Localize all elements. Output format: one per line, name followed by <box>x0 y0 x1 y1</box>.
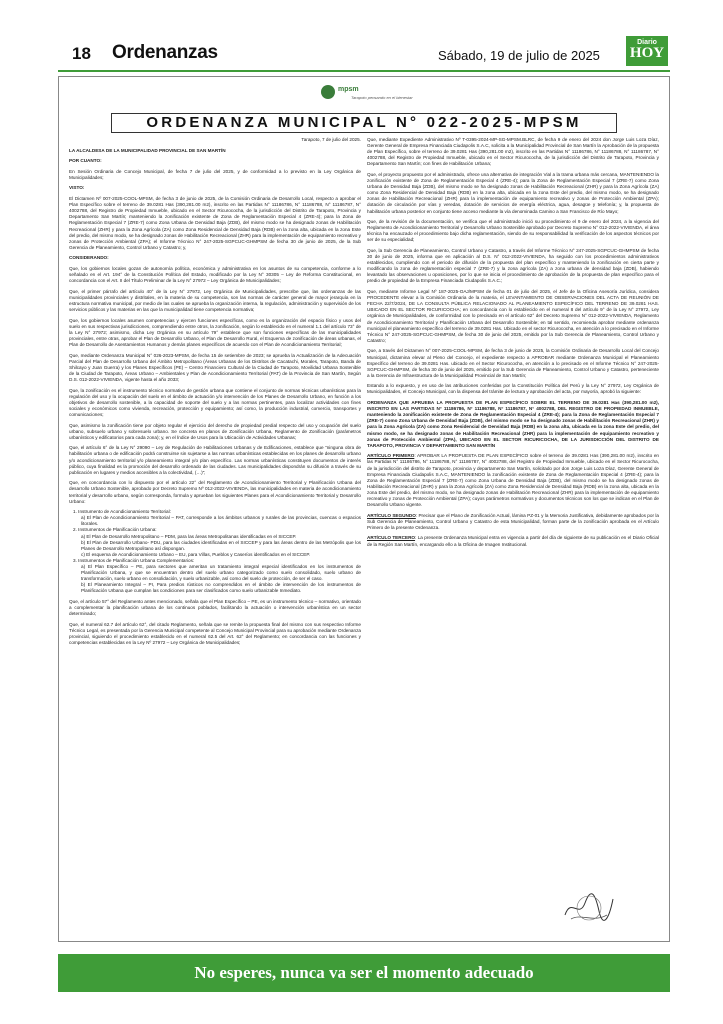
left-column <box>69 137 361 651</box>
right-column <box>367 137 659 552</box>
municipal-slogan: Tarapoto pensando en el bienestar <box>351 95 413 100</box>
list-item: a) El Plan Específico – PE, para sectores que ameritan un tratamiento integral especial identificados en los instrumentos de Planificación Urbana, y que se encuentran dentro del suelo urbano categorizado como suelo consolidado, suelo urbano de transformación, suelo urbano en consolidación, y suelo urbanizable, así como del suelo de protección, de ser el caso. <box>81 564 361 582</box>
planning-instruments-list <box>69 509 361 594</box>
enacting-paragraph: Estando a lo expuesto, y en uso de las atribuciones conferidas por la Constitución Política del Perú y la Ley N° 27972, Ley Orgánica de Municipalidades, el Concejo Municipal, con la dispensa del trámite de lectura y aprobación del acta, por mayoría, aprobó la siguiente: <box>367 383 659 395</box>
logo-main-text: HOY <box>629 45 665 61</box>
considerando-paragraph: Que, los gobiernos locales gozan de autonomía política, económica y administrativa en los asuntos de su competencia, conforme a lo señalado en el Art. 194° de la Constitución Política del Estado, modificado por la Ley N° 30305 – Ley de Reforma Constitucional, en concordancia con el Art. II del Título Preliminar de la Ley N° 27972 – Ley Orgánica de Municipalidades; <box>69 266 361 284</box>
header-divider <box>58 70 670 72</box>
municipal-seal-icon <box>321 85 335 99</box>
municipal-logo-text: mpsm <box>338 86 359 93</box>
list-item: 1. Instrumento de Acondicionamiento Territorial: <box>73 509 171 515</box>
list-item: a) El Plan de Desarrollo Metropolitano – PDM, para las áreas Metropolitanas identificadas en el SICCEP. <box>81 533 297 539</box>
por-cuanto-heading: POR CUANTO: <box>69 158 102 164</box>
considerando-heading: CONSIDERANDO: <box>69 255 109 261</box>
article-first <box>367 453 659 508</box>
article-third <box>367 535 659 547</box>
article-text: : Precisar que el Plano de Zonificación Actual, lámina PZ-01 y la Memoria Justificativa, debidamente aprobados por la Sub Gerencia de Planeamiento, Control Urbano y Catastro de esta Municipalidad, forman parte de la zonificación aprobada en el Artículo Primero de la presente Ordenanza. <box>367 512 659 530</box>
article-text: : La presente Ordenanza Municipal entra en vigencia a partir del día de siguiente de su publicación en el Diario Oficial de la Región San Martín, encargando ello a la Oficina de Imagen Institucional. <box>367 535 660 547</box>
place-date: Tarapoto, 7 de julio del 2025. <box>301 137 361 142</box>
signature-stamp-icon <box>561 889 617 927</box>
page-number: 18 <box>72 44 91 63</box>
considerando-paragraph: Que, mediante Informe Legal Nº 187-2025-OAJ/MPSM de fecha 01 de julio del 2025, el Jefe de la Oficina Asesoría Jurídica, considera PROCEDENTE elevar a la Comisión Ordinaria de la materia, el LEVANTAMIENTO DE OBSERVACIONES DEL ACTA DE REUNIÓN DE FECHA 22/7/2024, DE LA CONSULTA PÚBLICA RELACIONADO AL PLANEAMIENTO ESPECÍFICO DEL TERRENO DE 39.0281 HAS. UBICADO EN EL SECTOR RICURICOCHA; en concordancia con lo establecido en el numeral 8 del artículo 9° de la Ley N° 27972, Ley orgánica de Municipalidades, de conformidad con lo precisado en el artículo 62° del Decreto Supremo N° 012-2022-VIVIENDA, Reglamento de Acondicionamiento Territorial y Planificación Urbana del Desarrollo Sostenible; en tal sentido, recomienda aprobar mediante ordenanza municipal el planeamiento específico del terreno de 39.0281 Has. Ubicado en el sector Ricurococha, en atención a lo precisado en el Informe Técnico N° 247-2025-SGPCUC-GHMPSM, de fecha 30 de junio del 2025, emitido por la Sub Gerencia de Planeamiento, Control Urbano y Catastro; <box>367 289 659 343</box>
considerando-paragraph: Que, el artículo 6° de la Ley N° 29090 – Ley de Regulación de Habilitaciones Urbanas y de Edificaciones, establece que “ninguna obra de habilitación urbana o de edificación podrá construirse sin sujetarse a las normas urbanísticas establecidas en los planes de desarrollo urbano y/o acondicionamiento territorial y/o planeamiento integral y/o plan específico. Las normas urbanísticas constituyen documentos de interés público, cuya finalidad es la promoción del desarrollo ordenado de las ciudades. Las municipalidades dispondrán su difusión a través de su publicación en lugares y medios accesibles a la colectividad, (…)”; <box>69 445 361 475</box>
slogan-banner: No esperes, nunca va ser el momento adecuado <box>58 954 670 992</box>
considerando-paragraph: Que, mediante Ordenanza Municipal N° 026-2023-MPSM, de fecha 15 de setiembre de 2023; se aprueba la Actualización de la Adecuación Parcial del Plan de Desarrollo Urbano del Ámbito Metropolitano (Áreas Urbanas de los Distritos de Cacatachi, Morales, Tarapoto, Banda de Shilcayo y Juan Guerra) y los Planes Específicos (PE) – Centro Financiero Cultural de la Ciudad de Tarapoto, Movilidad Urbana Sostenible de la Ciudad de Tarapoto, Áreas Urbano – Ambientales y Plan de Acondicionamiento Territorial (PAT) de la Provincia de San Martín, Según D.S. 012-2022-VIVIENDA, vigente hasta el año 2033; <box>69 352 361 382</box>
issue-date: Sábado, 19 de julio de 2025 <box>438 48 600 63</box>
considerando-paragraph: Que, los gobiernos locales asumen competencias y ejercen funciones específicas, como es la organización del espacio físico y usos del suelo en sus respectivas jurisdicciones, comprendiendo entre otros, la zonificación, según lo establecido en el numeral 1.1 del artículo 73° de la Ley N° 27972; asimismo, dicha Ley Orgánica en su artículo 79° establece que son funciones específicas de las municipalidades provinciales, entre otras, aprobar el Plan de Desarrollo Urbano, el Plan de Desarrollo Rural, el Esquema de zonificación de áreas urbanas, el Plan de Desarrollo de Asentamientos Humanos y demás planes específicos de acuerdo con el Plan de Acondicionamiento Territorial; <box>69 317 361 348</box>
article-second <box>367 513 659 531</box>
list-item: 3. Instrumentos de Planificación Urbana Complementarios: <box>73 557 195 563</box>
list-item: b) El Planeamiento Integral – PI, Para predios rústicos no comprendidos en el ámbito de intervención de los instrumentos de Planificación Urbana que cumplan las condiciones para ser clasificados como suelo urbanizable Inmediato. <box>81 582 361 594</box>
ordinance-heading: ORDENANZA QUE APRUEBA LA PROPUESTA DE PLAN ESPECÍFICO SOBRE EL TERRENO DE 39.0281 Has (390,281.00 m2), INSCRITO EN LAS PARTIDAS N° 11186786, N° 11186788, N° 11186787, N° 4002788, DEL REGISTRO DE PROPIEDAD INMUEBLE, manteniendo la zonificación existente de Zona de Reglamentación Especial 4 (ZRE-4); para la Zona de Reglamentación Especial 7 (ZRE-7) como Zona Urbana de Densidad Baja (ZDB), del mismo modo se ha designado zonas de Habilitación Recreacional (ZHR) y para la Zona Agrícola (ZA) como Zona Residencial de Densidad Baja (RDB) en la zona alta, ubicada en la zona Este del predio, del mismo modo, se ha designado zonas de Habilitación Recreacional (ZHR) para la implementación de equipamiento recreativo y zonas de Protección Ambiental (ZPA), UBICADO EN EL SECTOR RICURICOCHA, DE LA JURISDICCIÓN DEL DISTRITO DE TARAPOTO, PROVINCIA Y DEPARTAMENTO SAN MARTÍN <box>367 400 659 448</box>
logo-top-text: Diario <box>637 39 657 46</box>
list-item: a) El Plan de Acondicionamiento Territorial – PAT, corresponde a los ámbitos urbanos y rurales de las provincias, cuencas o espacios litorales. <box>81 515 361 527</box>
authority-heading: LA ALCALDESA DE LA MUNICIPALIDAD PROVINCIAL DE SAN MARTÍN <box>69 147 226 153</box>
session-paragraph: En Sesión Ordinaria de Concejo Municipal, de fecha 7 de julio del 2025, y de conformidad a lo previsto en la Ley Orgánica de Municipalidades; <box>69 168 361 180</box>
article-label: ARTÍCULO PRIMERO <box>367 453 415 459</box>
considerando-paragraph: Que, la zonificación es el instrumento técnico normativo de gestión urbana que contiene el conjunto de normas técnicas urbanísticas para la regulación del uso y la ocupación del suelo en el ámbito de actuación y/o intervención de los Planes de Desarrollo Urbano, en función a los objetivos de desarrollo sostenible, a la capacidad de soporte del suelo y a las normas pertinentes, para localizar actividades con fines sociales y económicos como vivienda, recreación, protección y equipamiento; así como, la producción industrial, comercio, transportes y comunicaciones; <box>69 387 361 417</box>
considerando-paragraph: Que, mediante Expediente Administrativo Nº T-0395-2024-MP-SG-MPSM.BLRC, de fecha 9 de enero del 2024 don Jorge Luis Loza Díaz, Gerente General de Empresa Financiada Ciudapolis S.A.C, solicita a la Municipalidad Provincial de San Martín la Aprobación de la propuesta de Plan Específico, sobre el terreno de 39.0281 Has (390,281.00 m2), inscrito en las Partidas N° 11186786, N° 11186788, N° 11186787, N° 4002788, del Registro de Propiedad Inmueble, ubicado en el Sector Ricurococha, de la jurisdicción del Distrito de Tarapoto, Provincia y Departamento San Martín; con fines de Habilitación Urbana; <box>367 137 659 167</box>
newspaper-logo[interactable] <box>626 36 668 66</box>
section-title: Ordenanzas <box>112 42 218 63</box>
considerando-paragraph: Que, el artículo 57° del Reglamento antes mencionado, señala que el Plan Específico – PE, es un instrumento técnico – normativo, orientado a complementar la planificación urbana de los continuos poblados, facilitando la actuación o intervención urbanística en un sector determinado; <box>69 599 361 617</box>
list-item: 2. Instrumentos de Planificación Urbana: <box>73 527 157 533</box>
visto-paragraph: El Dictamen Nº 007-2025-COOL-MPSM, de fecha 3 de junio de 2025, de la Comisión Ordinaria de Desarrollo Local, respecto a aprobar el Plan Específico sobre el terreno de 39.0281 Has (390,281.00 m2), inscrito en las Partidas N° 11186786, N° 11186788, N° 11186787, N° 4002788, del Registro de Propiedad Inmueble, ubicado en el Sector Ricurococha, de la jurisdicción del Distrito de Tarapoto, Provincia y Departamento San Martín; manteniendo la zonificación existente de Zona de Reglamentación Especial 4 (ZRE-4); para la Zona de Reglamentación Especial 7 (ZRE-7) como Zona Urbana de Densidad Baja (ZDB), del mismo modo se ha designado zonas de Habilitación Recreacional (ZHR) y para la Zona Agrícola (ZA) como Zona Residencial de Densidad Baja (RDB) en la zona alta, ubicada en la zona Este del predio, del mismo modo, se ha designado zonas de Habilitación Recreacional (ZHR) para la implementación de equipamiento recreativo y zonas de Protección Ambiental (ZPA); el Informe Técnico N° 247-2025-SGPCUC-GHMPSM de fecha 30 de junio de 2025, de la Sub Gerencia de Planeamiento, Control Urbano y Catastro; y, <box>69 196 361 250</box>
considerando-paragraph: Que, de la revisión de la documentación, se verifica que el administrado inició su procedimiento el 9 de enero del 2024, a la vigencia del Reglamento de Acondicionamiento Territorial y Desarrollo Urbano Sostenible aprobado por Decreto Supremo N° 012-2022-VIVIENDA, el área técnica ha encauzado el procedimiento bajo dicha reglamentación, siendo de su responsabilidad la verificación de los aspectos técnicos por ser de su especialidad; <box>367 219 659 243</box>
article-label: ARTÍCULO SEGUNDO <box>367 512 416 518</box>
article-text: : APROBAR LA PROPUESTA DE PLAN ESPECÍFICO sobre el terreno de 39.0281 Has (390,281.00 m2), inscrito en las Partidas N° 11186786, N° 11186788, N° 11186787, N° 4002788, del Registro de Propiedad Inmueble, ubicado en el Sector Ricurococha, de la jurisdicción del distrito de Tarapoto, provincia y departamento San Martín, solicitado por don Jorge Luis Loza Díaz, Gerente General de Empresa Financiada Ciudapolis S.A.C, MANTENIENDO la zonificación existente de Zona de Reglamentación Especial 4 (ZRE-4); para la Zona de Reglamentación Especial 7 (ZRE-7) como Zona Urbana de Densidad Baja (ZDB), del mismo modo se ha designado zonas de Habilitación Recreacional (ZHR) y para la Zona Agrícola (ZA) como Zona Residencial de Densidad Baja (RDB) en la zona alta, ubicada en la zona Este del predio, del mismo modo, se ha designado zonas de Habilitación Recreacional (ZHR) para la implementación de equipamiento recreativo y zonas de Protección Ambiental (ZPA); cuyos parámetros normativos y documentos técnicos son los que se indican en el Plan de Desarrollo Urbano vigente. <box>367 453 660 508</box>
considerando-paragraph: Que, el proyecto propuesto por el administrado, ofrece una alternativa de integración Vial a la trama urbana más cercana, MANTENIENDO la zonificación existente de Zona de Reglamentación Especial 4 (ZRE-4); para la Zona de Reglamentación Especial 7 (ZRE-7) como Zona Urbana de Densidad Baja (ZDB), del mismo modo se ha designado zonas de Habilitación Recreacional (ZHR) y para la Zona Agrícola (ZA) como Zona Residencial de Densidad Baja (RDB) en la zona alta, ubicada en la zona Este del predio, del mismo modo, se ha designado zonas de Habilitación Recreacional (ZHR) para la implementación de equipamiento recreativo y zonas de Protección Ambiental (ZPA); dotación de circulación por vías y veredas, dotación de servicios de energía eléctrica, agua, desagüe y telefonía; y, la propuesta de habilitación urbana posterior en conjunto tiene acceso mediante la vía denominada Camino a San Francisco de Río Mayo; <box>367 171 659 214</box>
page-header <box>0 0 723 78</box>
list-item: c) El esquema de Acondicionamiento Urbano – EU, para Villas, Pueblos y Caseríos identificados en el SICCEP. <box>81 551 311 557</box>
considerando-paragraph: Que, asimismo la zonificación tiene por objeto regular el ejercicio del derecho de propiedad predial respecto del uso y ocupación del suelo urbano, subsuelo urbano y sobresuelo urbano. Se concreta en planos de Zonificación Urbana, Reglamento de Zonificación (parámetros urbanísticos y edificatorios para cada zona); y, en el Índice de Usos para la Ubicación de Actividades Urbanas; <box>69 422 361 440</box>
considerando-paragraph: Que, el primer párrafo del artículo 40° de la Ley N° 27972, Ley Orgánica de Municipalidades, prescribe que, las ordenanzas de las municipalidades provinciales y distritales, en la materia de su competencia, son las normas de carácter general de mayor jerarquía en la estructura normativa municipal, por medio de las cuales se aprueba la organización interna, la regulación, administración y supervisión de los servicios públicos y las materias en las que la municipalidad tiene competencia normativa; <box>69 288 361 313</box>
considerando-paragraph: Que, el numeral 62.7 del artículo 62°, del citado Reglamento, señala que se remite la propuesta final del mismo con sus respectivo Informe Técnico Legal, es presentada por la Gerencia Municipal competente al Concejo Municipal Provincial para su aprobación mediante Ordenanza provincial, siguiendo el procedimiento establecido en el numeral 62.5 del Art. 62° del Reglamento; en concordancia con las funciones y competencias establecidas en la Ley Nº 27972 – Ley Orgánica de Municipalidades; <box>69 621 361 646</box>
list-item: b) El Plan de Desarrollo Urbano- PDU, para las ciudades identificadas en el SICCEP y para las áreas dentro de las Metrópolis que los Planes de Desarrollo Metropolitano así dispongan. <box>81 539 361 551</box>
ordinance-notice <box>58 76 670 942</box>
article-label: ARTÍCULO TERCERO <box>367 535 416 541</box>
ordinance-title: ORDENANZA MUNICIPAL N° 022-2025-MPSM <box>111 113 617 133</box>
considerando-paragraph: Que, en concordancia con lo dispuesto por el artículo 22° del Reglamento de Acondicionamiento Territorial y Planificación Urbana del desarrollo Urbano Sostenible, aprobado por Decreto Supremo Nº 012-2022-VIVIENDA, las municipalidades en materia de acondicionamiento territorial y desarrollo urbano, según corresponda, formula y aprueban los siguientes Planes para el Acondicionamiento Territorial y Desarrollo Urbano: <box>69 480 361 504</box>
considerando-paragraph: Que, a través del Dictamen N° 007-2025-COOL-MPSM, de fecha 3 de junio de 2025, la Comisión Ordinaria de Desarrollo Local del Concejo Municipal, dictamina elevar al Pleno del Concejo, el expediente respecto a APROBAR mediante Ordenanza Municipal el Planeamiento Específico del terreno de 39.0281 Has. ubicado en el Sector Ricurococha, en atención a lo precisado en el Informe Técnico N° 247-2025-SGPCUC-GHMPSM, de fecha 30 de junio del 2025, emitido por la Sub Gerencia de Planeamiento, Control Urbano y Catastro, perteneciente a la Gerencia de Infraestructura de la Municipalidad Provincial de San Martín; <box>367 348 659 378</box>
visto-heading: VISTO: <box>69 185 85 191</box>
considerando-paragraph: Que, la Sub Gerencia de Planeamiento, Control Urbano y Catastro, a través del Informe Técnico N° 247-2025-SGPCUC-GHMPSM de fecha 30 de junio de 2025, informa que en aplicación al D.S. N° 012-2022-VIVIENDA, ha seguido con los procedimientos administrativos establecidos, cumpliendo con el periodo de difusión de la propuesta del plan específico y manteniendo la zonificación en cierta parte y modificando la zona de reglamentación especial 7 (ZRE-7) y la zona agrícola (ZA) a zona urbana de densidad baja (ZDB), habiendo levantado las observaciones u oposiciones, por lo que se inicia el procedimiento de aprobación de la propuesta de plan específico para el predio de propiedad de la Empresa Financiada Ciudapolis S.A.C.; <box>367 248 659 284</box>
